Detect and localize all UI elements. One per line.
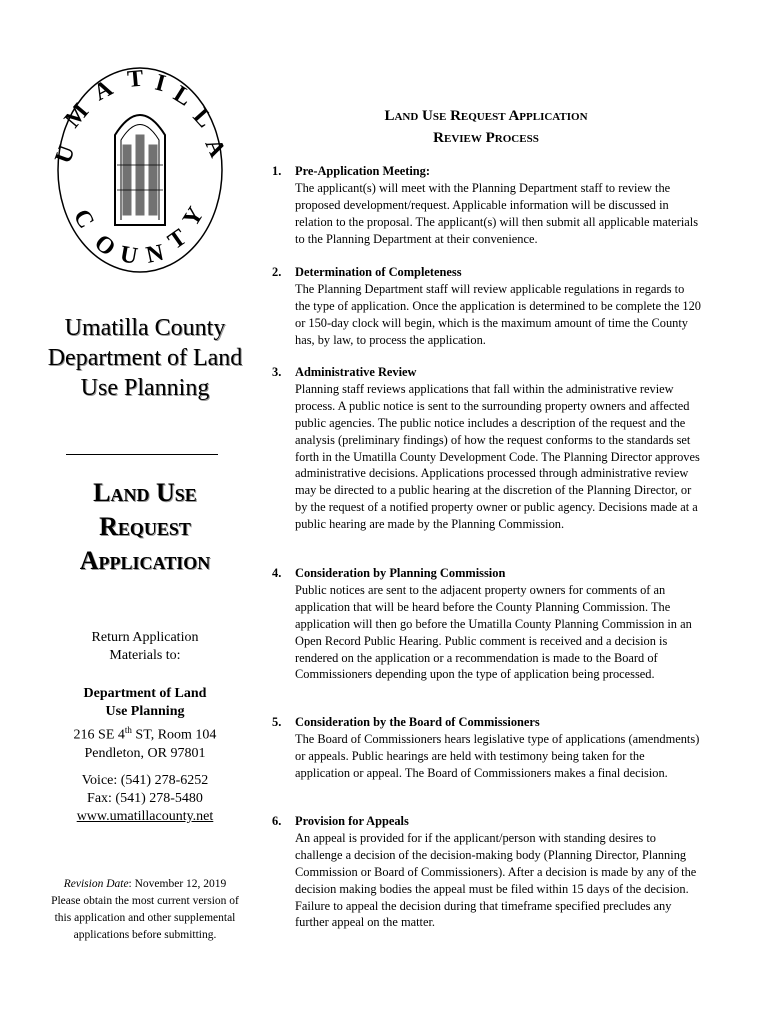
step-title: Consideration by Planning Commission (295, 566, 506, 580)
return-label (30, 629, 260, 665)
step-text: The applicant(s) will meet with the Planning Department staff to review the proposed development/request. Applicable information will be discussed in relation to the proposal. The applicant(s) will then submit all applicable materials to the Planning Department at their convenience. (295, 180, 699, 246)
step-appeals (272, 813, 702, 931)
seal-letter: M (59, 98, 95, 133)
seal-letter: N (143, 239, 167, 269)
seal-letter: L (168, 81, 197, 112)
step-number: 6. (272, 814, 282, 828)
seal-building-illustration (115, 115, 165, 225)
department-name (30, 685, 260, 721)
process-heading (272, 105, 700, 149)
website-link[interactable]: www.umatillacounty.net (76, 809, 214, 824)
step-number: 1. (272, 164, 282, 178)
return-label-line: Return Application (91, 630, 199, 645)
revision-note-line: applications before submitting. (73, 929, 217, 941)
step-planning-commission (272, 565, 702, 683)
application-title-line: Application (79, 546, 211, 575)
revision-note-line: this application and other supplemental (54, 912, 236, 924)
step-text: The Board of Commissioners hears legislative type of applications (amendments) or appeals. Public hearings are held with testimony being taken for the application or appeal. The Board of Commissioners makes a final decision. (295, 731, 700, 780)
step-administrative-review (272, 364, 702, 533)
step-number: 5. (272, 715, 282, 729)
revision-date: Revision Date: November 12, 2019 (63, 878, 227, 890)
voice-number: Voice: (541) 278-6252 (81, 773, 209, 788)
mailing-address (30, 721, 260, 763)
step-title: Pre-Application Meeting: (295, 164, 431, 178)
seal-letter: I (152, 69, 169, 98)
divider-rule (66, 454, 218, 455)
seal-letter: T (126, 65, 145, 93)
step-board-of-commissioners (272, 714, 702, 782)
step-text: An appeal is provided for if the applicant/person with standing desires to challenge a decision of the decision-making body (Planning Director, Planning Commission or Board of Commissioners). After a decision is made by any of the decision making bodies the appeal must be filed within 15 days of the decision. Failure to appeal the decision during that timeframe specified precludes any further appeal on the matter. (295, 830, 697, 930)
department-title-line: Umatilla County (64, 315, 226, 341)
revision-note-line: Please obtain the most current version of (51, 895, 239, 907)
step-text: Public notices are sent to the adjacent property owners for comments of an application that will be heard before the County Planning Commission. The application will then go before the Umatilla County Planning Commission in an Open Record Public Hearing. Public comment is received and a decision is rendered on the application or a recommendation is made to the Board of Commissioners depending upon the type of application being processed. (295, 582, 692, 682)
department-title-line: Department of Land (47, 345, 243, 371)
seal-letter: U (117, 241, 140, 270)
seal-letter: U (50, 141, 81, 168)
seal-letter: A (199, 134, 231, 162)
process-heading-line: Land Use Request Application (384, 108, 588, 124)
step-number: 3. (272, 365, 282, 379)
seal-letter: O (89, 229, 121, 262)
return-label-line: Materials to: (109, 648, 181, 663)
step-text: The Planning Department staff will review applicable regulations in regards to the type of application. Once the application is determined to be complete the 120 or 150-day clock will begin, which is the maximum amount of time the County has, by law, to process the application. (295, 281, 702, 347)
revision-note (30, 876, 260, 944)
seal-letter: Y (178, 202, 210, 232)
process-heading-line: Review Process (433, 130, 539, 146)
contact-phones (30, 772, 260, 808)
step-completeness (272, 264, 702, 349)
step-title: Provision for Appeals (295, 814, 409, 828)
department-name-line: Department of Land (83, 686, 207, 701)
step-number: 2. (272, 265, 282, 279)
seal-letter: L (187, 103, 218, 133)
step-pre-application (272, 163, 702, 248)
seal-letter: C (67, 205, 99, 234)
address-city: Pendleton, OR 97801 (84, 745, 206, 761)
county-seal-logo (50, 65, 231, 275)
seal-letter: A (89, 75, 118, 107)
address-street: 216 SE 4th ST, Room 104 (73, 725, 217, 743)
department-title (30, 313, 260, 403)
application-title-line: Land Use (93, 478, 197, 507)
fax-number: Fax: (541) 278-5480 (87, 791, 203, 806)
step-title: Determination of Completeness (295, 265, 462, 279)
step-text: Planning staff reviews applications that fall within the administrative review process. A public notice is sent to the surrounding property owners and affected public agencies. The public notice includes a description of the request and the analysis (preliminary findings) of how the request conforms to the standards set forth in the Umatilla County Development Code. The Planning Director approves administrative decisions. Applications processed through administrative review may be directed to a public hearing at the discretion of the Planning Director, or by the request of a notified property owner or public agency. Decisions made at a public hearing are made by the Planning Commission. (295, 381, 700, 532)
step-number: 4. (272, 566, 282, 580)
department-title-line: Use Planning (80, 375, 210, 401)
application-title-line: Request (99, 512, 191, 541)
step-title: Consideration by the Board of Commissioners (295, 715, 540, 729)
step-title: Administrative Review (295, 365, 417, 379)
department-name-line: Use Planning (105, 704, 185, 719)
seal-letter: T (163, 224, 192, 255)
application-title (30, 476, 260, 578)
